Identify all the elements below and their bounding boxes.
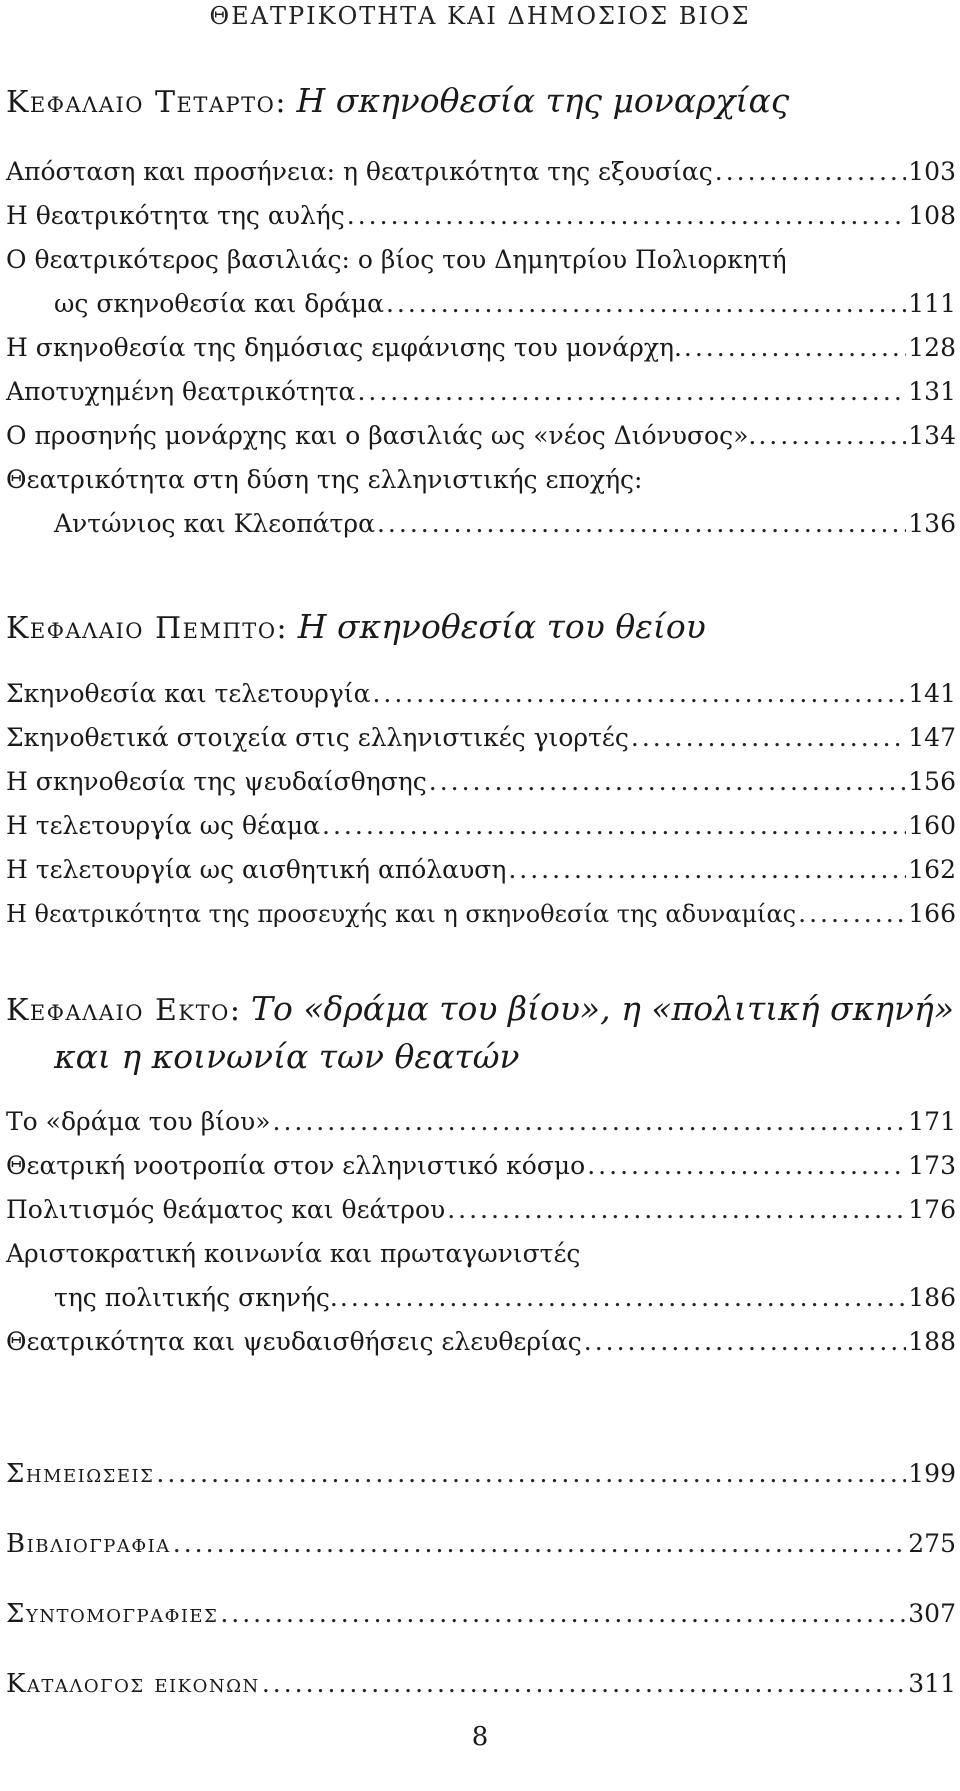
- toc-entry: [6, 370, 956, 414]
- entry-title: Θεατρική νοοτροπία στον ελληνιστικό κόσμο: [6, 1151, 586, 1180]
- page-number: 8: [471, 1722, 489, 1752]
- leader-dots: [447, 1188, 906, 1232]
- leader-dots: [508, 848, 906, 892]
- leader-dots: [386, 282, 906, 326]
- toc-entry: [6, 760, 956, 804]
- toc-entry: [6, 194, 956, 238]
- entry-title-line1: Ο θεατρικότερος βασιλιάς: ο βίος του Δημητρίου Πολιορκητή: [6, 245, 787, 274]
- entry-title: Η σκηνοθεσία της δημόσιας εμφάνισης του μονάρχη.: [6, 333, 682, 362]
- entry-page: 162: [908, 855, 956, 884]
- back-matter-entry: [6, 1452, 956, 1496]
- leader-dots: [340, 1276, 906, 1320]
- leader-dots: [429, 760, 907, 804]
- back-matter-entry: [6, 1522, 956, 1566]
- toc-entry: [6, 150, 956, 194]
- entry-page: 147: [908, 723, 956, 752]
- entry-title: Το «δράμα του βίου»: [6, 1107, 271, 1136]
- toc-entry: [6, 1276, 956, 1320]
- entry-title: Ο προσηνής μονάρχης και ο βασιλιάς ως «νέος Διόνυσος».: [6, 421, 757, 450]
- toc-entry: [6, 326, 956, 370]
- entry-title: Η τελετουργία ως θέαμα: [6, 811, 321, 840]
- chapter-6-subtitle-line2: και η κοινωνία των θεατών: [54, 1037, 520, 1076]
- toc-entry: [6, 1144, 956, 1188]
- entry-page: 176: [908, 1195, 956, 1224]
- toc-entry: [6, 672, 956, 716]
- entry-page: 108: [908, 201, 956, 230]
- entry-title: Σημειωσεις: [6, 1459, 155, 1489]
- back-matter-entry: [6, 1592, 956, 1636]
- entry-page: 275: [908, 1529, 956, 1558]
- entry-title: Η τελετουργία ως αισθητική απόλαυση: [6, 855, 507, 884]
- toc-entry: [6, 502, 956, 546]
- entry-title: Η θεατρικότητα της αυλής: [6, 201, 345, 230]
- leader-dots: [798, 892, 906, 936]
- entry-page: 136: [908, 509, 956, 538]
- entry-page: 111: [908, 289, 956, 318]
- entry-title: Απόσταση και προσήνεια: η θεατρικότητα της εξουσίας: [6, 157, 713, 186]
- entry-page: 307: [908, 1599, 956, 1628]
- chapter-5-subtitle: Η σκηνοθεσία του θείου: [297, 607, 706, 646]
- entry-title: Θεατρικότητα και ψευδαισθήσεις ελευθερίας: [6, 1327, 582, 1356]
- entry-title: Πολιτισμός θεάματος και θεάτρου: [6, 1195, 446, 1224]
- chapter-6-subtitle-line1: Το «δράμα του βίου», η «πολιτική σκηνή»: [250, 989, 955, 1028]
- toc-entry: [6, 804, 956, 848]
- chapter-5-heading: [6, 604, 956, 652]
- entry-title: Σκηνοθετικά στοιχεία στις ελληνιστικές γιορτές: [6, 723, 629, 752]
- entry-title: Αποτυχημένη θεατρικότητα: [6, 377, 356, 406]
- chapter-4-heading: [6, 78, 956, 126]
- entry-title: Η θεατρικότητα της προσευχής και η σκηνοθεσία της αδυναμίας: [6, 900, 797, 928]
- entry-page: 156: [908, 767, 956, 796]
- leader-dots: [758, 414, 906, 458]
- toc-entry: [6, 414, 956, 458]
- leader-dots: [587, 1144, 906, 1188]
- toc-entry: [6, 1188, 956, 1232]
- chapter-4-subtitle: Η σκηνοθεσία της μοναρχίας: [296, 81, 790, 120]
- entry-title: Καταλογος εικονων: [6, 1669, 260, 1699]
- entry-page: 131: [908, 377, 956, 406]
- toc-entry: [6, 848, 956, 892]
- toc-entry: [6, 1320, 956, 1364]
- toc-entry: [6, 716, 956, 760]
- leader-dots: [631, 716, 906, 760]
- entry-page: 103: [908, 157, 956, 186]
- chapter-5-label: Κεφαλαιο Πεμπτο:: [6, 611, 289, 646]
- entry-title: Η σκηνοθεσία της ψευδαίσθησης: [6, 767, 427, 796]
- leader-dots: [715, 150, 907, 194]
- leader-dots: [262, 1662, 906, 1706]
- leader-dots: [684, 326, 906, 370]
- leader-dots: [173, 1522, 907, 1566]
- entry-page: 141: [908, 679, 956, 708]
- toc-entry: [6, 1100, 956, 1144]
- entry-page: 188: [908, 1327, 956, 1356]
- leader-dots: [273, 1100, 907, 1144]
- running-head: ΘΕΑΤΡΙΚΟΤΗΤΑ ΚΑΙ ΔΗΜΟΣΙΟΣ ΒΙΟΣ: [209, 2, 751, 30]
- entry-title: Σκηνοθεσία και τελετουργία: [6, 679, 371, 708]
- entry-page: 311: [908, 1669, 956, 1698]
- leader-dots: [357, 370, 906, 414]
- entry-page: 134: [908, 421, 956, 450]
- entry-page: 173: [908, 1151, 956, 1180]
- entry-page: 186: [908, 1283, 956, 1312]
- entry-title: ως σκηνοθεσία και δράμα: [54, 289, 384, 318]
- entry-page: 160: [908, 811, 956, 840]
- entry-title: Βιβλιογραφια: [6, 1529, 171, 1559]
- entry-page: 171: [908, 1107, 956, 1136]
- entry-page: 128: [908, 333, 956, 362]
- entry-page: 166: [908, 899, 956, 928]
- leader-dots: [372, 672, 906, 716]
- entry-title: Αντώνιος και Κλεοπάτρα: [54, 509, 375, 538]
- back-matter-entry: [6, 1662, 956, 1706]
- toc-entry: [6, 282, 956, 326]
- entry-title-line1: Αριστοκρατική κοινωνία και πρωταγωνιστές: [6, 1239, 581, 1268]
- chapter-6-heading: [6, 986, 956, 1080]
- entry-title-line1: Θεατρικότητα στη δύση της ελληνιστικής εποχής:: [6, 465, 643, 494]
- entry-title: της πολιτικής σκηνής.: [54, 1283, 338, 1312]
- entry-page: 199: [908, 1459, 956, 1488]
- leader-dots: [347, 194, 907, 238]
- chapter-6-label: Κεφαλαιο Εκτο:: [6, 993, 242, 1028]
- chapter-4-label: Κεφαλαιο Τεταρτο:: [6, 85, 287, 120]
- leader-dots: [220, 1592, 906, 1636]
- entry-title: Συντομογραφιες: [6, 1599, 219, 1629]
- leader-dots: [377, 502, 906, 546]
- leader-dots: [156, 1452, 906, 1496]
- leader-dots: [322, 804, 906, 848]
- leader-dots: [584, 1320, 907, 1364]
- toc-entry: [6, 892, 956, 936]
